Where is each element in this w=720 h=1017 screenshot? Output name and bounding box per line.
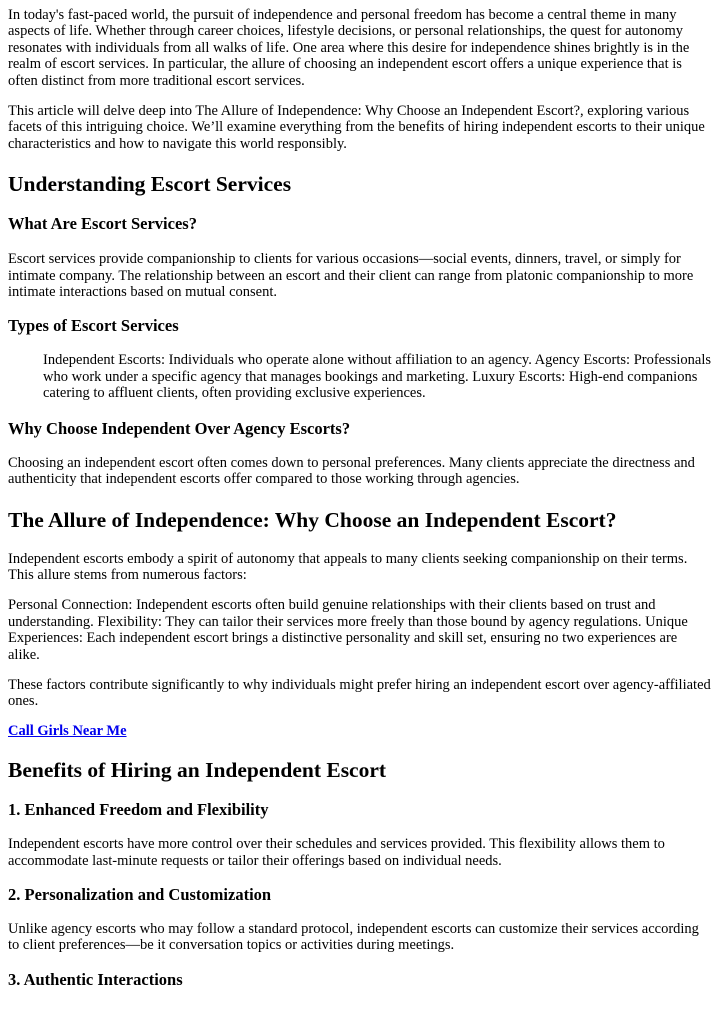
paragraph-what-are-escort-services: Escort services provide companionship to clients for various occasions—social events, dinners, travel, or simply for intimate company. The relationship between an escort and their client can range from platonic companionship to more intimate interactions based on mutual consent. — [8, 251, 694, 301]
heading-benefit-2: 2. Personalization and Customization — [8, 884, 272, 904]
heading-what-are-escort-services: What Are Escort Services? — [8, 214, 197, 234]
heading-allure-of-independence: The Allure of Independence: Why Choose an Independent Escort? — [8, 507, 617, 532]
heading-benefit-3: 3. Authentic Interactions — [8, 969, 183, 989]
heading-types-of-escort-services: Types of Escort Services — [8, 316, 179, 336]
intro-paragraph-1: In today's fast-paced world, the pursuit of independence and personal freedom has become a central theme in many aspects of life. Whether through career choices, lifestyle decisions, or personal relationships, the quest for autonomy resonates with individuals from all walks of life. One area where this desire for independence shines brightly is in the realm of escort services. In particular, the allure of choosing an independent escort offers a unique experience that is often distinct from more traditional escort services. — [8, 7, 690, 89]
paragraph-allure-1: Independent escorts embody a spirit of autonomy that appeals to many clients seeking companionship on their terms. This allure stems from numerous factors: — [8, 550, 688, 583]
paragraph-benefit-2: Unlike agency escorts who may follow a standard protocol, independent escorts can customize their services according to client preferences—be it conversation topics or activities during meetings. — [8, 920, 699, 954]
link-paragraph — [8, 723, 712, 739]
paragraph-allure-3: These factors contribute significantly to why individuals might prefer hiring an independent escort over agency-affiliated ones. — [8, 676, 711, 710]
call-girls-near-me-link[interactable]: Call Girls Near Me — [8, 722, 127, 739]
paragraph-allure-2: Personal Connection: Independent escorts often build genuine relationships with their clients based on trust and understanding. Flexibility: They can tailor their services more freely than those bound by agency regulations. Unique Experiences: Each independent escort brings a distinctive personality and skill set, ensuring no two experiences are alike. — [8, 597, 688, 663]
heading-why-choose-independent: Why Choose Independent Over Agency Escorts? — [8, 418, 351, 438]
paragraph-why-choose-independent: Choosing an independent escort often comes down to personal preferences. Many clients appreciate the directness and authenticity that independent escorts offer compared to those working through agencies. — [8, 454, 695, 488]
heading-benefits-of-hiring: Benefits of Hiring an Independent Escort — [8, 758, 387, 783]
intro-paragraph-2: This article will delve deep into The Allure of Independence: Why Choose an Independent Escort?, exploring various facets of this intriguing choice. We’ll examine everything from the benefits of hiring independent escorts to their unique characteristics and how to navigate this world responsibly. — [8, 103, 705, 152]
paragraph-benefit-1: Independent escorts have more control over their schedules and services provided. This flexibility allows them to accommodate last-minute requests or tailor their offerings based on individual needs. — [8, 836, 665, 869]
heading-benefit-1: 1. Enhanced Freedom and Flexibility — [8, 800, 269, 820]
heading-understanding-escort-services: Understanding Escort Services — [8, 172, 292, 197]
types-blockquote: Independent Escorts: Individuals who operate alone without affiliation to an agency. Agency Escorts: Professionals who work under a specific agency that manages bookings and marketing. Luxury Escorts: High-end companions catering to affluent clients, often providing exclusive experiences. — [43, 352, 712, 402]
